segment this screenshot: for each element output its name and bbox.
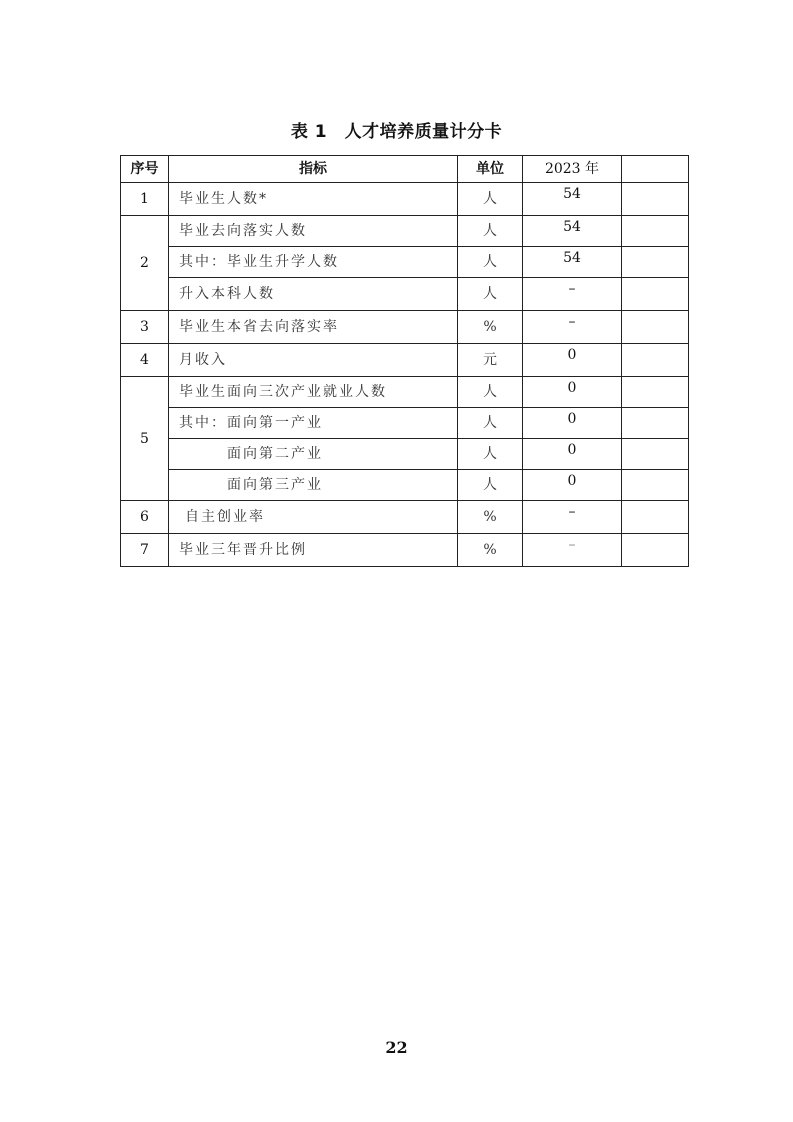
row-unit: 人 [458,278,523,311]
row-value: 0 [523,377,622,408]
row-extra [622,278,689,311]
header-seq: 序号 [121,156,169,183]
talent-quality-scorecard-table [120,155,689,567]
header-extra [622,156,689,183]
table-row [121,278,689,311]
row-indicator: 其中：毕业生升学人数 [169,247,458,278]
row-indicator: 毕业生人数* [169,183,458,216]
header-year: 2023 年 [523,156,622,183]
table-row [121,311,689,344]
row-unit: 人 [458,216,523,247]
row-extra [622,183,689,216]
row-unit: 人 [458,183,523,216]
table-row [121,344,689,377]
row-value: – [523,311,622,344]
row-extra [622,377,689,408]
table-row [121,439,689,470]
table-row [121,216,689,247]
row-unit: % [458,534,523,567]
row-seq: 5 [121,377,169,501]
row-seq: 7 [121,534,169,567]
row-value: 0 [523,470,622,501]
row-extra [622,470,689,501]
row-seq: 1 [121,183,169,216]
row-extra [622,311,689,344]
header-indicator: 指标 [169,156,458,183]
row-unit: 人 [458,439,523,470]
row-value: 0 [523,344,622,377]
row-seq: 3 [121,311,169,344]
row-extra [622,344,689,377]
row-value: – [523,501,622,534]
row-indicator: 其中：面向第一产业 [169,408,458,439]
header-unit: 单位 [458,156,523,183]
row-indicator: 升入本科人数 [169,278,458,311]
table-row [121,408,689,439]
row-extra [622,408,689,439]
row-value: 54 [523,216,622,247]
row-indicator: 月收入 [169,344,458,377]
table-row [121,534,689,567]
row-indicator: 毕业生面向三次产业就业人数 [169,377,458,408]
table-row [121,377,689,408]
row-extra [622,501,689,534]
table-title: 表 1 人才培养质量计分卡 [290,122,503,142]
row-unit: % [458,501,523,534]
row-indicator: 面向第三产业 [169,470,458,501]
row-extra [622,247,689,278]
row-indicator: 自主创业率 [169,501,458,534]
row-seq: 6 [121,501,169,534]
table-row [121,247,689,278]
row-unit: 人 [458,377,523,408]
row-unit: 元 [458,344,523,377]
page-number: 22 [385,1038,408,1057]
row-value: 54 [523,183,622,216]
table-row [121,470,689,501]
row-seq: 2 [121,216,169,311]
row-indicator: 毕业三年晋升比例 [169,534,458,567]
row-indicator: 毕业生本省去向落实率 [169,311,458,344]
row-value: 0 [523,439,622,470]
table-row [121,501,689,534]
table-header-row [121,156,689,183]
row-extra [622,216,689,247]
row-indicator: 面向第二产业 [169,439,458,470]
row-unit: 人 [458,247,523,278]
row-unit: 人 [458,408,523,439]
row-extra [622,534,689,567]
row-unit: 人 [458,470,523,501]
row-seq: 4 [121,344,169,377]
row-value: 0 [523,408,622,439]
row-unit: % [458,311,523,344]
row-indicator: 毕业去向落实人数 [169,216,458,247]
row-value: 54 [523,247,622,278]
row-value: – [523,278,622,311]
table-row [121,183,689,216]
row-extra [622,439,689,470]
row-value: – [523,534,622,567]
